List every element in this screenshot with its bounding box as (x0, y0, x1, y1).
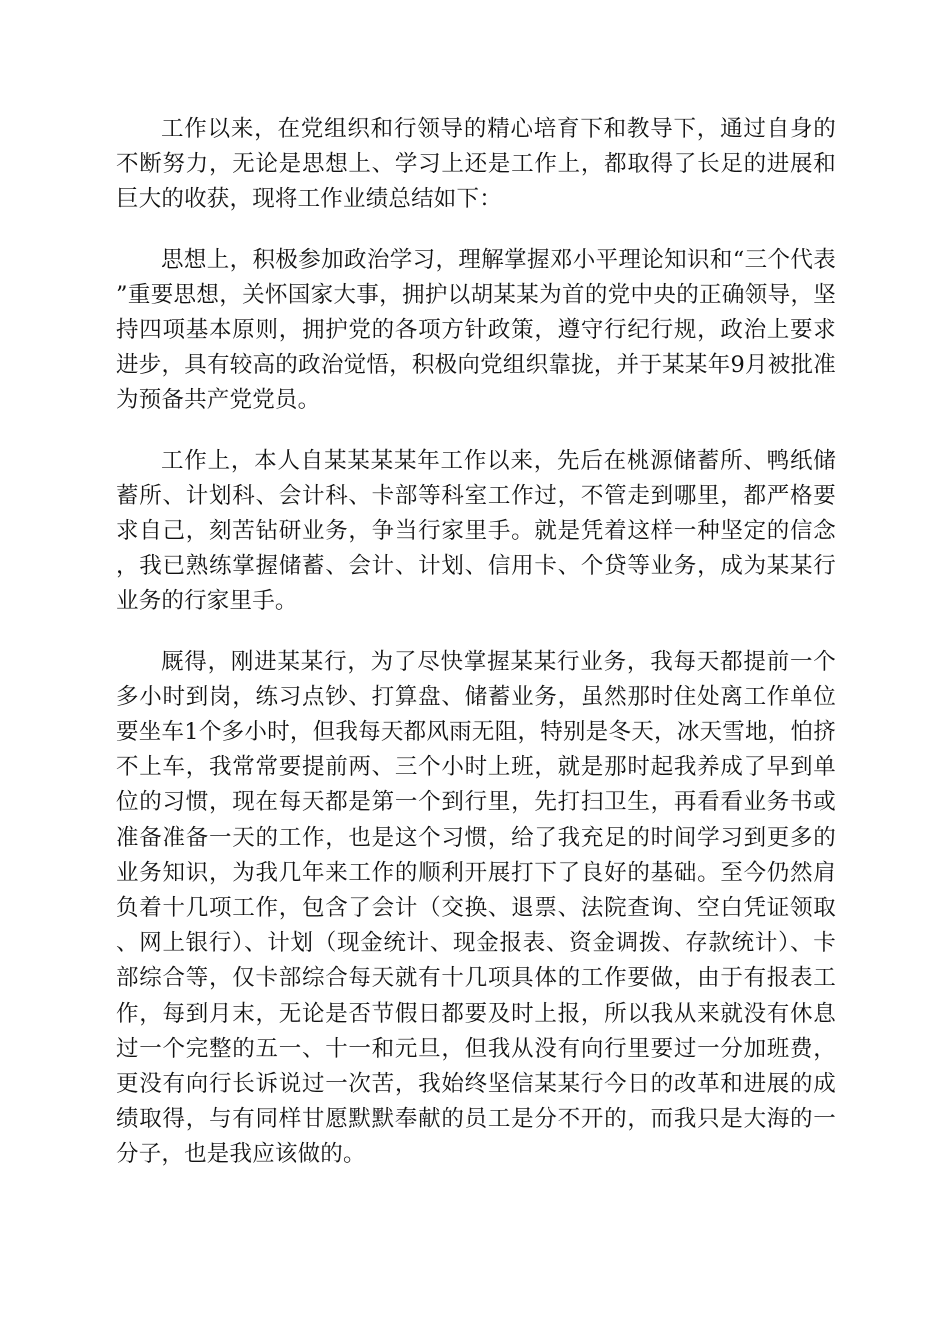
paragraph-memories: 厩得，刚进某某行，为了尽快掌握某某行业务，我每天都提前一个多小时到岗，练习点钞、打算盘、储蓄业务，虽然那时住处离工作单位要坐车1个多小时，但我每天都风雨无阻，特别是冬天，冰天雪地，怕挤不上车，我常常要提前两、三个小时上班，就是那时起我养成了早到单位的习惯，现在每天都是第一个到行里，先打扫卫生，再看看业务书或准备准备一天的工作，也是这个习惯，给了我充足的时间学习到更多的业务知识，为我几年来工作的顺利开展打下了良好的基础。至今仍然肩负着十几项工作，包含了会计（交换、退票、法院查询、空白凭证领取、网上银行）、计划（现金统计、现金报表、资金调拨、存款统计）、卡部综合等，仅卡部综合每天就有十几项具体的工作要做，由于有报表工作，每到月末，无论是否节假日都要及时上报，所以我从来就没有休息过一个完整的五一、十一和元旦，但我从没有向行里要过一分加班费，更没有向行长诉说过一次苦，我始终坚信某某行今日的改革和进展的成绩取得，与有同样甘愿默默奉献的员工是分不开的，而我只是大海的一分子，也是我应该做的。 (116, 648, 836, 1168)
document-body (116, 112, 836, 1198)
paragraph-ideology: 思想上，积极参加政治学习，理解掌握邓小平理论知识和“三个代表”重要思想，关怀国家大事，拥护以胡某某为首的党中央的正确领导，坚持四项基本原则，拥护党的各项方针政策，遵守行纪行规，政治上要求进步，具有较高的政治觉悟，积极向党组织靠拢，并于某某年9月被批准为预备共产党党员。 (116, 246, 836, 414)
paragraph-work: 工作上，本人自某某某某年工作以来，先后在桃源储蓄所、鸭纸储蓄所、计划科、会计科、卡部等科室工作过，不管走到哪里，都严格要求自己，刻苦钻研业务，争当行家里手。就是凭着这样一种坚定的信念，我已熟练掌握储蓄、会计、计划、信用卡、个贷等业务，成为某某行业务的行家里手。 (116, 447, 836, 615)
paragraph-intro: 工作以来，在党组织和行领导的精心培育下和教导下，通过自身的不断努力，无论是思想上、学习上还是工作上，都取得了长足的进展和巨大的收获，现将工作业绩总结如下： (116, 116, 836, 213)
